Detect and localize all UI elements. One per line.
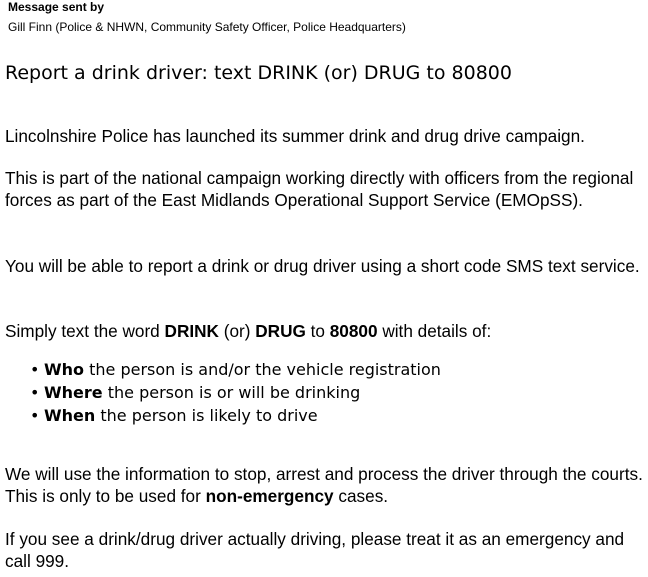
instructions-text-2: (or) — [218, 321, 256, 341]
bullet-dot-icon: • — [30, 360, 40, 379]
paragraph-instructions — [5, 320, 645, 342]
paragraph-usage — [5, 463, 645, 507]
non-emergency-emphasis: non-emergency — [205, 486, 334, 506]
list-item-bold: Who — [44, 360, 85, 379]
sender-label: Message sent by — [8, 0, 105, 14]
paragraph-emergency: If you see a drink/drug driver actually driving, please treat it as an emergency and call 999. — [5, 529, 625, 571]
details-list — [30, 358, 441, 427]
usage-text-2: cases. — [333, 486, 389, 506]
list-item — [30, 381, 441, 404]
list-item-text: the person is likely to drive — [95, 406, 318, 425]
list-item-bold: Where — [44, 383, 103, 402]
usage-text-1: We will use the information to stop, arrest and process the driver through the courts. This is only to be used for — [5, 464, 643, 506]
paragraph-campaign: Lincolnshire Police has launched its summer drink and drug drive campaign. — [5, 126, 585, 146]
message-title: Report a drink driver: text DRINK (or) DRUG to 80800 — [5, 62, 512, 84]
instructions-text-4: with details of: — [377, 321, 492, 341]
list-item-text: the person is or will be drinking — [102, 383, 361, 402]
list-item — [30, 358, 441, 381]
instructions-text-1: Simply text the word — [5, 321, 165, 341]
paragraph-national: This is part of the national campaign working directly with officers from the regional forces as part of the East Midlands Operational Support Service (EMOpSS). — [5, 168, 634, 210]
bullet-dot-icon: • — [30, 406, 40, 425]
bullet-dot-icon: • — [30, 383, 40, 402]
list-item — [30, 404, 441, 427]
sender-name: Gill Finn (Police & NHWN, Community Safety Officer, Police Headquarters) — [8, 20, 406, 34]
list-item-bold: When — [44, 406, 96, 425]
keyword-drink: DRINK — [164, 321, 219, 341]
keyword-drug: DRUG — [255, 321, 306, 341]
short-code-number: 80800 — [329, 321, 378, 341]
paragraph-sms-service: You will be able to report a drink or drug driver using a short code SMS text service. — [5, 256, 640, 276]
list-item-text: the person is and/or the vehicle registration — [84, 360, 441, 379]
instructions-text-3: to — [305, 321, 330, 341]
